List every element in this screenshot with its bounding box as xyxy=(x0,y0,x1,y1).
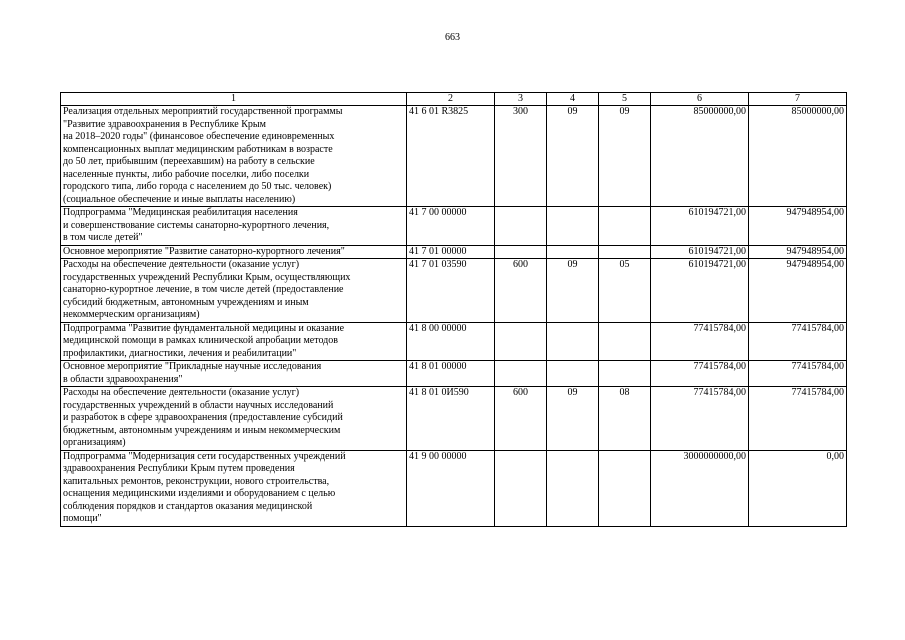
row-col5 xyxy=(599,322,651,361)
row-col3 xyxy=(495,245,547,259)
row-code: 41 8 01 00000 xyxy=(407,361,495,387)
column-header-4: 4 xyxy=(547,93,599,106)
row-name: Реализация отдельных мероприятий государственной программы "Развитие здравоохранения в Республике Крым на 2018–2020 годы" (финансовое обеспечение единовременных компенсационных выплат медицинским работникам в возрасте до 50 лет, прибывшим (переехавшим) на работу в сельские населенные пункты, либо рабочие поселки, либо поселки городского типа, либо города с населением до 50 тыс. человек) (социальное обеспечение и иные выплаты населению) xyxy=(61,106,407,207)
row-col5: 09 xyxy=(599,106,651,207)
row-code: 41 8 00 00000 xyxy=(407,322,495,361)
row-code: 41 7 00 00000 xyxy=(407,207,495,246)
table-row xyxy=(61,245,847,259)
row-code: 41 8 01 0И590 xyxy=(407,387,495,451)
table-row xyxy=(61,450,847,526)
column-header-6: 6 xyxy=(651,93,749,106)
row-col5 xyxy=(599,361,651,387)
row-amount-7: 77415784,00 xyxy=(749,387,847,451)
row-col5 xyxy=(599,245,651,259)
row-col3 xyxy=(495,322,547,361)
row-amount-7: 85000000,00 xyxy=(749,106,847,207)
row-amount-6: 77415784,00 xyxy=(651,387,749,451)
row-name: Основное мероприятие "Развитие санаторно-курортного лечения" xyxy=(61,245,407,259)
row-col3 xyxy=(495,207,547,246)
row-col3 xyxy=(495,450,547,526)
header-row xyxy=(61,93,847,106)
page-number: 663 xyxy=(445,32,460,43)
row-col4: 09 xyxy=(547,259,599,323)
row-col4 xyxy=(547,207,599,246)
column-header-2: 2 xyxy=(407,93,495,106)
row-amount-7: 947948954,00 xyxy=(749,259,847,323)
row-name: Основное мероприятие "Прикладные научные исследования в области здравоохранения" xyxy=(61,361,407,387)
row-amount-6: 77415784,00 xyxy=(651,361,749,387)
row-col4 xyxy=(547,450,599,526)
row-amount-6: 610194721,00 xyxy=(651,207,749,246)
row-col3: 600 xyxy=(495,259,547,323)
row-code: 41 6 01 R3825 xyxy=(407,106,495,207)
table-row xyxy=(61,106,847,207)
row-col4 xyxy=(547,245,599,259)
row-code: 41 9 00 00000 xyxy=(407,450,495,526)
row-col4: 09 xyxy=(547,387,599,451)
column-header-3: 3 xyxy=(495,93,547,106)
row-amount-7: 0,00 xyxy=(749,450,847,526)
row-amount-6: 3000000000,00 xyxy=(651,450,749,526)
row-amount-7: 947948954,00 xyxy=(749,207,847,246)
row-col4 xyxy=(547,361,599,387)
row-col4 xyxy=(547,322,599,361)
row-col5: 05 xyxy=(599,259,651,323)
row-col5 xyxy=(599,450,651,526)
row-name: Подпрограмма "Модернизация сети государственных учреждений здравоохранения Республики Крым путем проведения капитальных ремонтов, реконструкции, нового строительства, оснащения медицинскими изделиями и оборудованием с целью соблюдения порядков и стандартов оказания медицинской помощи" xyxy=(61,450,407,526)
table-row xyxy=(61,322,847,361)
table-row xyxy=(61,361,847,387)
row-amount-6: 610194721,00 xyxy=(651,259,749,323)
row-col4: 09 xyxy=(547,106,599,207)
budget-table xyxy=(60,92,847,527)
row-col3: 600 xyxy=(495,387,547,451)
column-header-1: 1 xyxy=(61,93,407,106)
row-amount-7: 947948954,00 xyxy=(749,245,847,259)
row-amount-6: 85000000,00 xyxy=(651,106,749,207)
row-amount-7: 77415784,00 xyxy=(749,361,847,387)
column-header-5: 5 xyxy=(599,93,651,106)
table-row xyxy=(61,207,847,246)
row-code: 41 7 01 03590 xyxy=(407,259,495,323)
column-header-7: 7 xyxy=(749,93,847,106)
row-name: Подпрограмма "Медицинская реабилитация населения и совершенствование системы санаторно-курортного лечения, в том числе детей" xyxy=(61,207,407,246)
row-col5 xyxy=(599,207,651,246)
table-row xyxy=(61,387,847,451)
row-amount-6: 77415784,00 xyxy=(651,322,749,361)
row-code: 41 7 01 00000 xyxy=(407,245,495,259)
row-name: Расходы на обеспечение деятельности (оказание услуг) государственных учреждений Республики Крым, осуществляющих санаторно-курортное лечение, в том числе детей (предоставление субсидий бюджетным, автономным учреждениям и иным некоммерческим организациям) xyxy=(61,259,407,323)
row-amount-7: 77415784,00 xyxy=(749,322,847,361)
table-row xyxy=(61,259,847,323)
row-col3: 300 xyxy=(495,106,547,207)
row-name: Подпрограмма "Развитие фундаментальной медицины и оказание медицинской помощи в рамках клинической апробации методов профилактики, диагностики, лечения и реабилитации" xyxy=(61,322,407,361)
row-col3 xyxy=(495,361,547,387)
row-col5: 08 xyxy=(599,387,651,451)
row-name: Расходы на обеспечение деятельности (оказание услуг) государственных учреждений в области научных исследований и разработок в сфере здравоохранения (предоставление субсидий бюджетным, автономным учреждениям и иным некоммерческим организациям) xyxy=(61,387,407,451)
row-amount-6: 610194721,00 xyxy=(651,245,749,259)
